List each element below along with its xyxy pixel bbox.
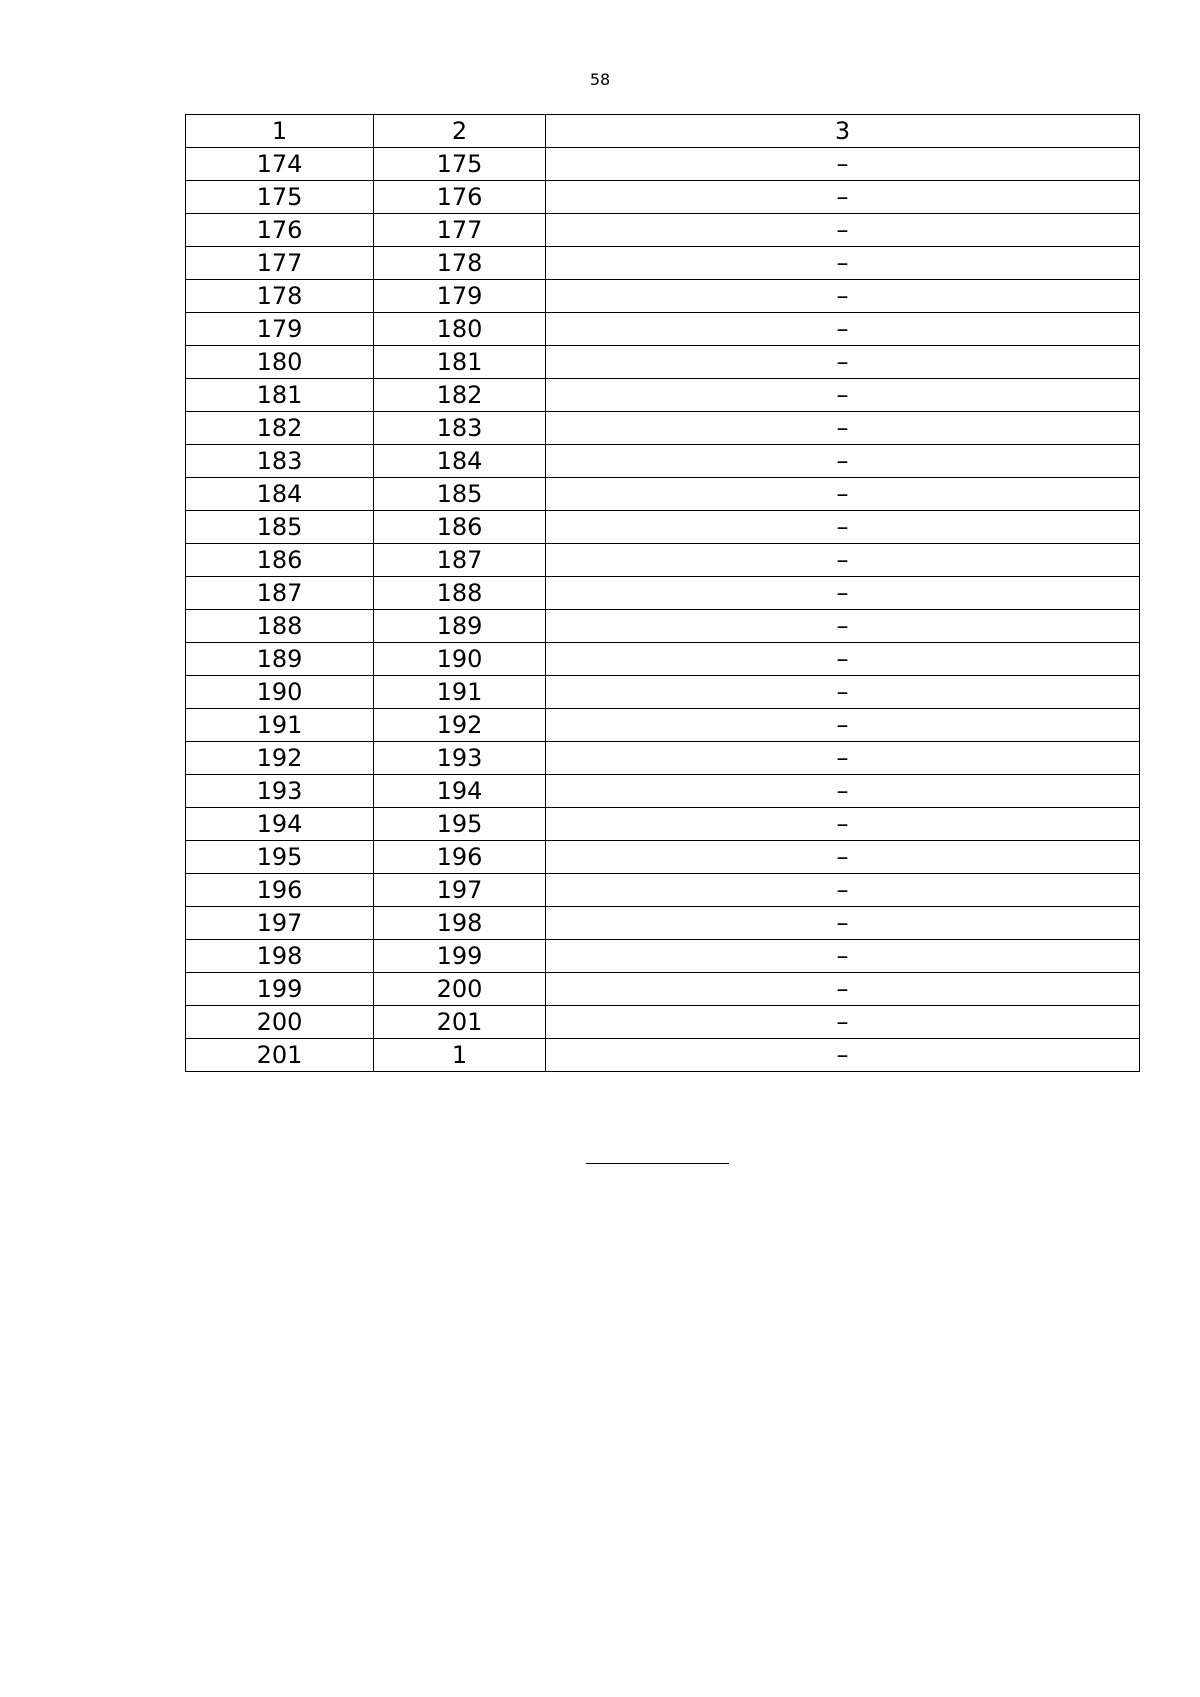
table-cell-col3: – xyxy=(546,742,1140,775)
table-cell-col3: – xyxy=(546,841,1140,874)
table-cell-col1: 194 xyxy=(186,808,374,841)
table-row xyxy=(186,676,1140,709)
table-cell-col1: 188 xyxy=(186,610,374,643)
table-row xyxy=(186,577,1140,610)
table-cell-col1: 180 xyxy=(186,346,374,379)
table-cell-col3: – xyxy=(546,313,1140,346)
table-row xyxy=(186,280,1140,313)
table-row xyxy=(186,148,1140,181)
table-row xyxy=(186,412,1140,445)
table-cell-col2: 182 xyxy=(374,379,546,412)
table-cell-col1: 184 xyxy=(186,478,374,511)
table-cell-col1: 191 xyxy=(186,709,374,742)
table-row xyxy=(186,973,1140,1006)
header-cell-col1: 1 xyxy=(186,115,374,148)
table-cell-col3: – xyxy=(546,874,1140,907)
table-cell-col1: 177 xyxy=(186,247,374,280)
table-cell-col2: 179 xyxy=(374,280,546,313)
table-row xyxy=(186,1006,1140,1039)
table-row xyxy=(186,478,1140,511)
table-cell-col3: – xyxy=(546,577,1140,610)
table-cell-col1: 174 xyxy=(186,148,374,181)
table-cell-col3: – xyxy=(546,1039,1140,1072)
table-cell-col2: 195 xyxy=(374,808,546,841)
table-header-row xyxy=(186,115,1140,148)
table-cell-col1: 199 xyxy=(186,973,374,1006)
table-row xyxy=(186,313,1140,346)
table-row xyxy=(186,808,1140,841)
table-cell-col2: 1 xyxy=(374,1039,546,1072)
table-cell-col2: 181 xyxy=(374,346,546,379)
table-cell-col2: 193 xyxy=(374,742,546,775)
table-cell-col1: 193 xyxy=(186,775,374,808)
table-cell-col2: 201 xyxy=(374,1006,546,1039)
table-cell-col2: 180 xyxy=(374,313,546,346)
table-cell-col2: 185 xyxy=(374,478,546,511)
table-cell-col1: 179 xyxy=(186,313,374,346)
table-row xyxy=(186,940,1140,973)
table-cell-col2: 184 xyxy=(374,445,546,478)
table-row xyxy=(186,379,1140,412)
table-cell-col1: 186 xyxy=(186,544,374,577)
table-cell-col2: 192 xyxy=(374,709,546,742)
table-cell-col2: 188 xyxy=(374,577,546,610)
table-cell-col3: – xyxy=(546,775,1140,808)
table-cell-col1: 200 xyxy=(186,1006,374,1039)
table-cell-col3: – xyxy=(546,676,1140,709)
table-cell-col1: 181 xyxy=(186,379,374,412)
table-row xyxy=(186,1039,1140,1072)
table-row xyxy=(186,610,1140,643)
table-row xyxy=(186,775,1140,808)
page-number: 58 xyxy=(589,70,611,89)
table-cell-col3: – xyxy=(546,940,1140,973)
table-cell-col1: 175 xyxy=(186,181,374,214)
table-cell-col1: 190 xyxy=(186,676,374,709)
table-cell-col3: – xyxy=(546,511,1140,544)
table-row xyxy=(186,445,1140,478)
table-cell-col2: 190 xyxy=(374,643,546,676)
table-cell-col2: 196 xyxy=(374,841,546,874)
table-row xyxy=(186,709,1140,742)
table-cell-col3: – xyxy=(546,247,1140,280)
table-cell-col3: – xyxy=(546,973,1140,1006)
data-table xyxy=(185,114,1140,1072)
header-cell-col3: 3 xyxy=(546,115,1140,148)
table-cell-col2: 189 xyxy=(374,610,546,643)
table-cell-col3: – xyxy=(546,643,1140,676)
table-cell-col2: 191 xyxy=(374,676,546,709)
table-cell-col2: 183 xyxy=(374,412,546,445)
table-cell-col2: 200 xyxy=(374,973,546,1006)
table-cell-col2: 175 xyxy=(374,148,546,181)
table-cell-col2: 186 xyxy=(374,511,546,544)
table-cell-col2: 176 xyxy=(374,181,546,214)
table-cell-col1: 189 xyxy=(186,643,374,676)
table-row xyxy=(186,247,1140,280)
table-cell-col1: 176 xyxy=(186,214,374,247)
table-cell-col1: 196 xyxy=(186,874,374,907)
table-cell-col3: – xyxy=(546,1006,1140,1039)
table-cell-col2: 199 xyxy=(374,940,546,973)
table-cell-col3: – xyxy=(546,346,1140,379)
table-cell-col1: 187 xyxy=(186,577,374,610)
table-cell-col3: – xyxy=(546,412,1140,445)
table-cell-col3: – xyxy=(546,907,1140,940)
table-cell-col3: – xyxy=(546,610,1140,643)
table-cell-col2: 197 xyxy=(374,874,546,907)
table-row xyxy=(186,544,1140,577)
table-cell-col2: 187 xyxy=(374,544,546,577)
table-cell-col1: 183 xyxy=(186,445,374,478)
table-cell-col2: 178 xyxy=(374,247,546,280)
table-cell-col1: 192 xyxy=(186,742,374,775)
table-cell-col3: – xyxy=(546,808,1140,841)
table-cell-col1: 195 xyxy=(186,841,374,874)
table-row xyxy=(186,181,1140,214)
table-row xyxy=(186,346,1140,379)
table-cell-col3: – xyxy=(546,379,1140,412)
table-row xyxy=(186,841,1140,874)
table-row xyxy=(186,874,1140,907)
table-cell-col2: 198 xyxy=(374,907,546,940)
table-cell-col3: – xyxy=(546,148,1140,181)
table-cell-col3: – xyxy=(546,709,1140,742)
end-of-table-rule xyxy=(586,1163,729,1164)
table-cell-col1: 185 xyxy=(186,511,374,544)
table-cell-col3: – xyxy=(546,214,1140,247)
table-cell-col1: 197 xyxy=(186,907,374,940)
table-cell-col1: 201 xyxy=(186,1039,374,1072)
table-body xyxy=(186,115,1140,1072)
header-cell-col2: 2 xyxy=(374,115,546,148)
table-cell-col3: – xyxy=(546,544,1140,577)
table-row xyxy=(186,643,1140,676)
table-cell-col2: 177 xyxy=(374,214,546,247)
table-cell-col1: 178 xyxy=(186,280,374,313)
table-cell-col3: – xyxy=(546,478,1140,511)
table-cell-col3: – xyxy=(546,445,1140,478)
table-cell-col1: 198 xyxy=(186,940,374,973)
table-cell-col2: 194 xyxy=(374,775,546,808)
table-row xyxy=(186,907,1140,940)
table-row xyxy=(186,511,1140,544)
table-row xyxy=(186,214,1140,247)
table-cell-col1: 182 xyxy=(186,412,374,445)
table-cell-col3: – xyxy=(546,181,1140,214)
table-row xyxy=(186,742,1140,775)
table-cell-col3: – xyxy=(546,280,1140,313)
